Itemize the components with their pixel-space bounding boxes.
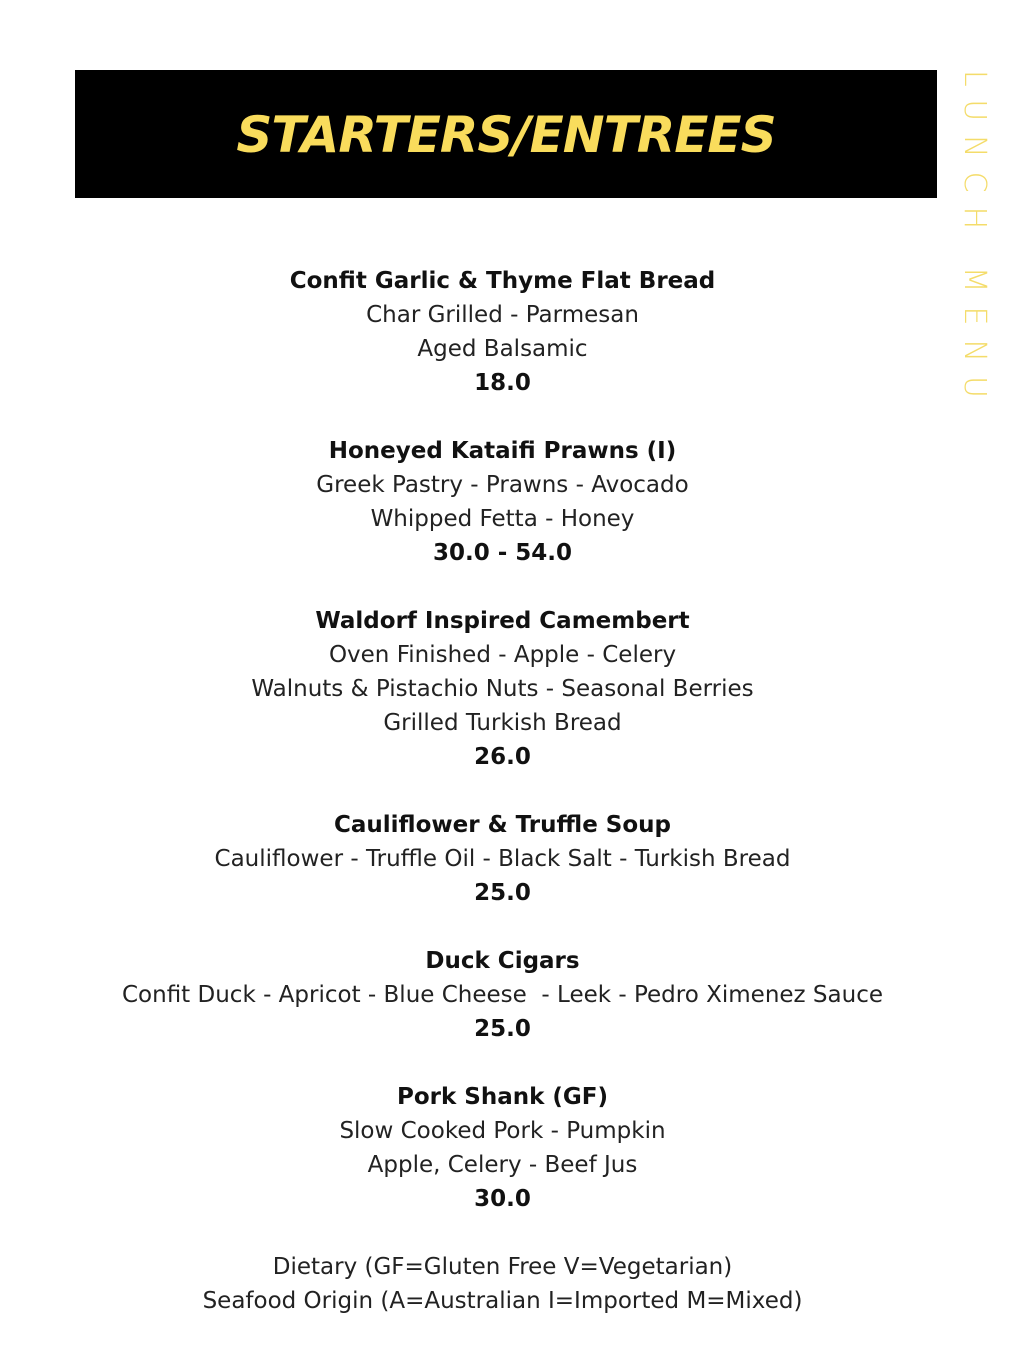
dietary-legend: Dietary (GF=Gluten Free V=Vegetarian)	[272, 1254, 733, 1280]
item-description: Whipped Fetta - Honey	[370, 506, 635, 532]
item-description: Aged Balsamic	[417, 336, 588, 362]
item-description: Walnuts & Pistachio Nuts - Seasonal Berries	[251, 676, 754, 702]
menu-item	[0, 604, 1005, 774]
menu-item	[0, 944, 1005, 1046]
menu-list	[0, 264, 1005, 1318]
item-description: Confit Duck - Apricot - Blue Cheese - Leek - Pedro Ximenez Sauce	[121, 982, 883, 1008]
side-label: LUNCH MENU	[957, 70, 992, 412]
item-price: 30.0	[474, 1186, 531, 1212]
item-name: Pork Shank (GF)	[396, 1084, 609, 1110]
item-name: Duck Cigars	[425, 948, 580, 974]
menu-footer	[0, 1250, 1005, 1318]
item-description: Oven Finished - Apple - Celery	[328, 642, 677, 668]
item-price: 25.0	[474, 1016, 531, 1042]
item-name: Honeyed Kataifi Prawns (I)	[328, 438, 677, 464]
menu-item	[0, 264, 1005, 400]
item-description: Slow Cooked Pork - Pumpkin	[339, 1118, 666, 1144]
item-description: Char Grilled - Parmesan	[366, 302, 639, 328]
item-price: 25.0	[474, 880, 531, 906]
item-description: Greek Pastry - Prawns - Avocado	[316, 472, 689, 498]
item-price: 30.0 - 54.0	[432, 540, 573, 566]
menu-item	[0, 1080, 1005, 1216]
item-name: Confit Garlic & Thyme Flat Bread	[289, 268, 716, 294]
seafood-origin-legend: Seafood Origin (A=Australian I=Imported M=Mixed)	[202, 1288, 803, 1314]
item-description: Apple, Celery - Beef Jus	[367, 1152, 638, 1178]
item-description: Cauliflower - Truffle Oil - Black Salt - Turkish Bread	[214, 846, 791, 872]
item-name: Cauliflower & Truffle Soup	[333, 812, 671, 838]
item-price: 18.0	[474, 370, 531, 396]
item-name: Waldorf Inspired Camembert	[315, 608, 690, 634]
header-banner	[75, 70, 937, 198]
page-title: STARTERS/ENTREES	[236, 106, 776, 164]
menu-item	[0, 434, 1005, 570]
item-description: Grilled Turkish Bread	[383, 710, 622, 736]
menu-item	[0, 808, 1005, 910]
item-price: 26.0	[474, 744, 531, 770]
